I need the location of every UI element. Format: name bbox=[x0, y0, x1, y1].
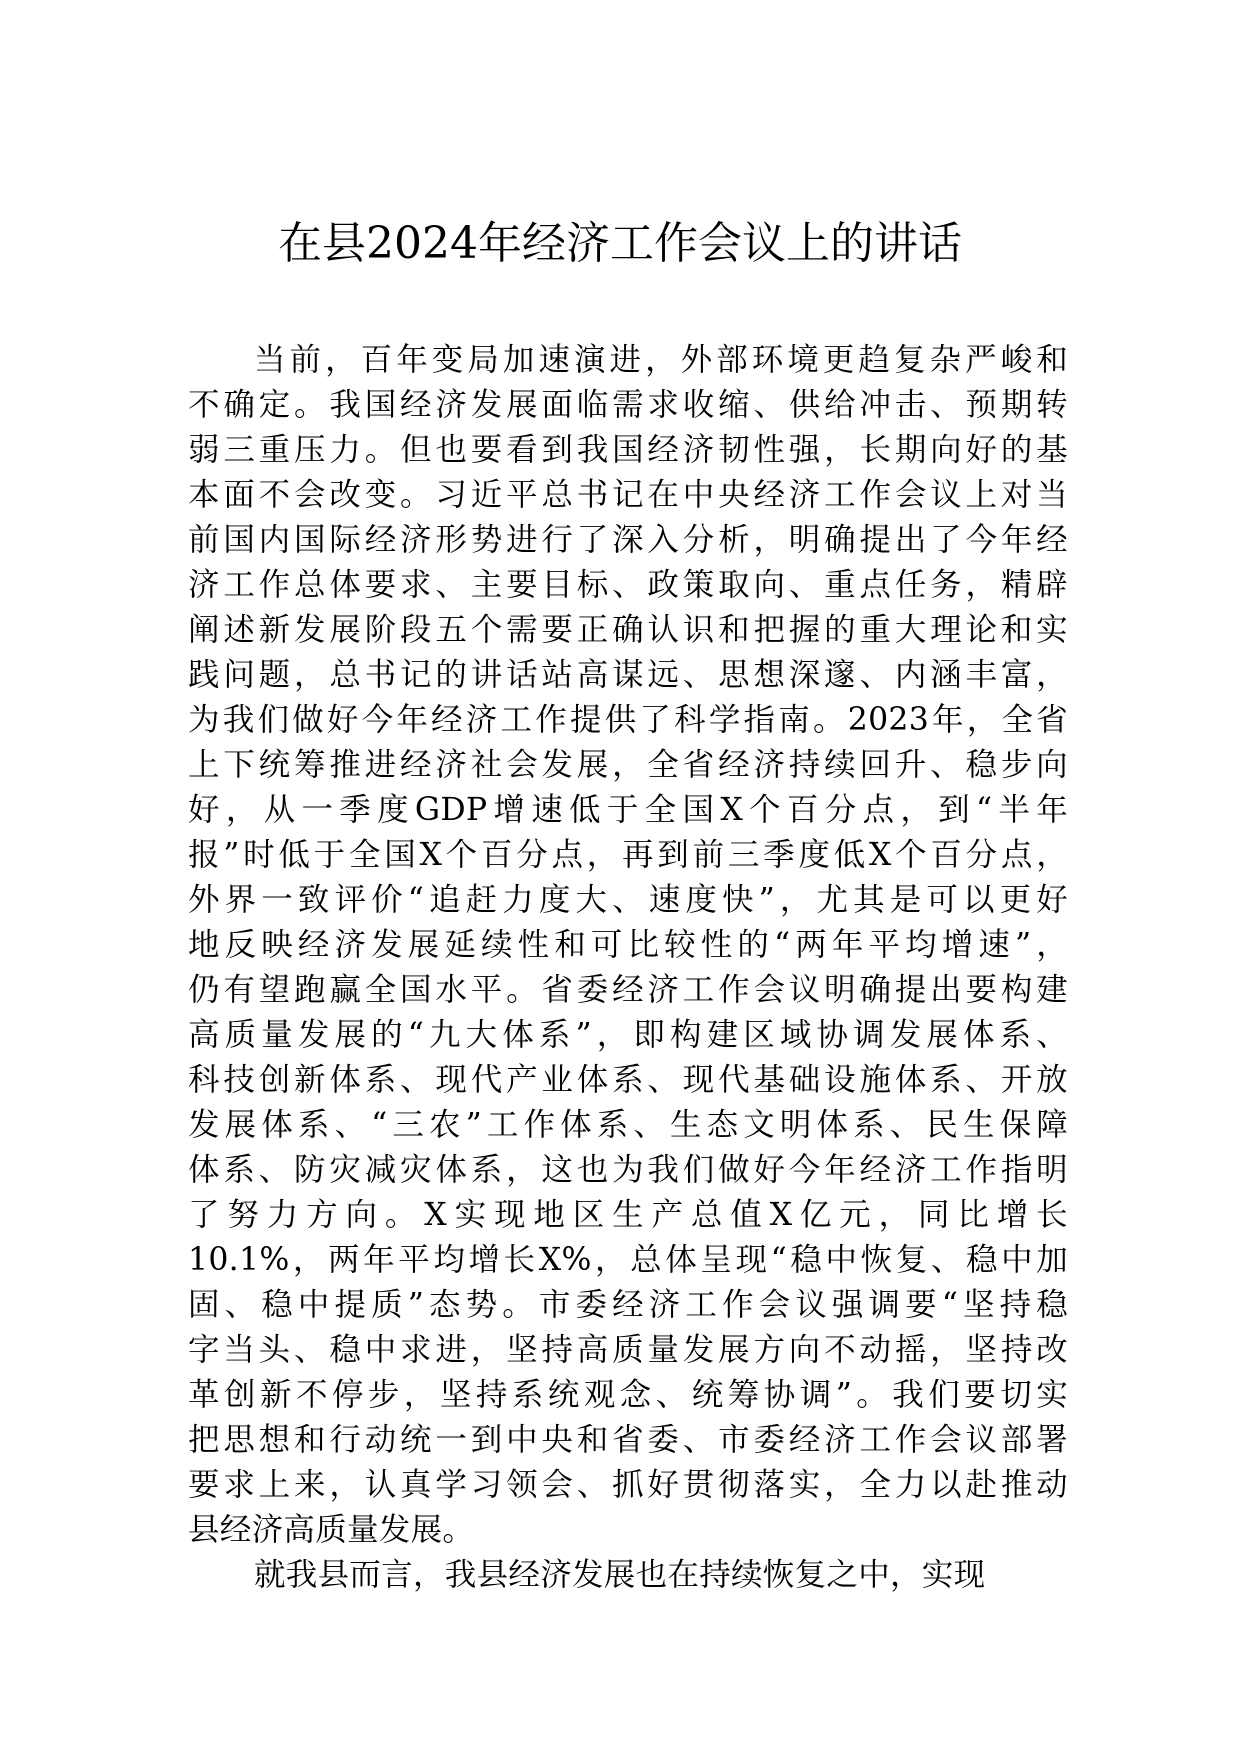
document-body bbox=[188, 338, 1068, 1598]
body-line: 10.1%，两年平均增长X%，总体呈现“稳中恢复、稳中加 bbox=[188, 1242, 1068, 1278]
body-line: 科技创新体系、现代产业体系、现代基础设施体系、开放 bbox=[188, 1062, 1068, 1098]
body-line: 好，从一季度GDP增速低于全国X个百分点，到“半年 bbox=[188, 792, 1068, 828]
body-line: 前国内国际经济形势进行了深入分析，明确提出了今年经 bbox=[188, 522, 1068, 558]
body-line: 把思想和行动统一到中央和省委、市委经济工作会议部署 bbox=[188, 1422, 1068, 1458]
body-line: 高质量发展的“九大体系”，即构建区域协调发展体系、 bbox=[188, 1017, 1068, 1053]
body-line: 发展体系、“三农”工作体系、生态文明体系、民生保障 bbox=[188, 1107, 1068, 1143]
body-line: 字当头、稳中求进，坚持高质量发展方向不动摇，坚持改 bbox=[188, 1332, 1068, 1368]
body-line: 不确定。我国经济发展面临需求收缩、供给冲击、预期转 bbox=[188, 387, 1068, 423]
body-line: 报”时低于全国X个百分点，再到前三季度低X个百分点， bbox=[188, 837, 1068, 873]
body-line: 践问题，总书记的讲话站高谋远、思想深邃、内涵丰富， bbox=[188, 657, 1068, 693]
body-line: 要求上来，认真学习领会、抓好贯彻落实，全力以赴推动 bbox=[188, 1467, 1068, 1503]
body-line: 了努力方向。X实现地区生产总值X亿元，同比增长 bbox=[188, 1197, 1068, 1233]
body-line: 当前，百年变局加速演进，外部环境更趋复杂严峻和 bbox=[254, 342, 1068, 378]
body-line: 县经济高质量发展。 bbox=[188, 1512, 475, 1548]
body-line: 体系、防灾减灾体系，这也为我们做好今年经济工作指明 bbox=[188, 1152, 1068, 1188]
body-line: 仍有望跑赢全国水平。省委经济工作会议明确提出要构建 bbox=[188, 972, 1068, 1008]
body-line: 固、稳中提质”态势。市委经济工作会议强调要“坚持稳 bbox=[188, 1287, 1068, 1323]
body-line: 为我们做好今年经济工作提供了科学指南。2023年，全省 bbox=[188, 702, 1068, 738]
body-line: 弱三重压力。但也要看到我国经济韧性强，长期向好的基 bbox=[188, 432, 1068, 468]
body-line: 外界一致评价“追赶力度大、速度快”，尤其是可以更好 bbox=[188, 882, 1068, 918]
body-line: 本面不会改变。习近平总书记在中央经济工作会议上对当 bbox=[188, 477, 1068, 513]
body-line: 就我县而言，我县经济发展也在持续恢复之中，实现 bbox=[254, 1557, 986, 1593]
document-title: 在县2024年经济工作会议上的讲话 bbox=[278, 218, 962, 269]
body-line: 革创新不停步，坚持系统观念、统筹协调”。我们要切实 bbox=[188, 1377, 1068, 1413]
body-line: 济工作总体要求、主要目标、政策取向、重点任务，精辟 bbox=[188, 567, 1068, 603]
body-line: 地反映经济发展延续性和可比较性的“两年平均增速”， bbox=[188, 927, 1068, 963]
body-line: 阐述新发展阶段五个需要正确认识和把握的重大理论和实 bbox=[188, 612, 1068, 648]
body-line: 上下统筹推进经济社会发展，全省经济持续回升、稳步向 bbox=[188, 747, 1068, 783]
